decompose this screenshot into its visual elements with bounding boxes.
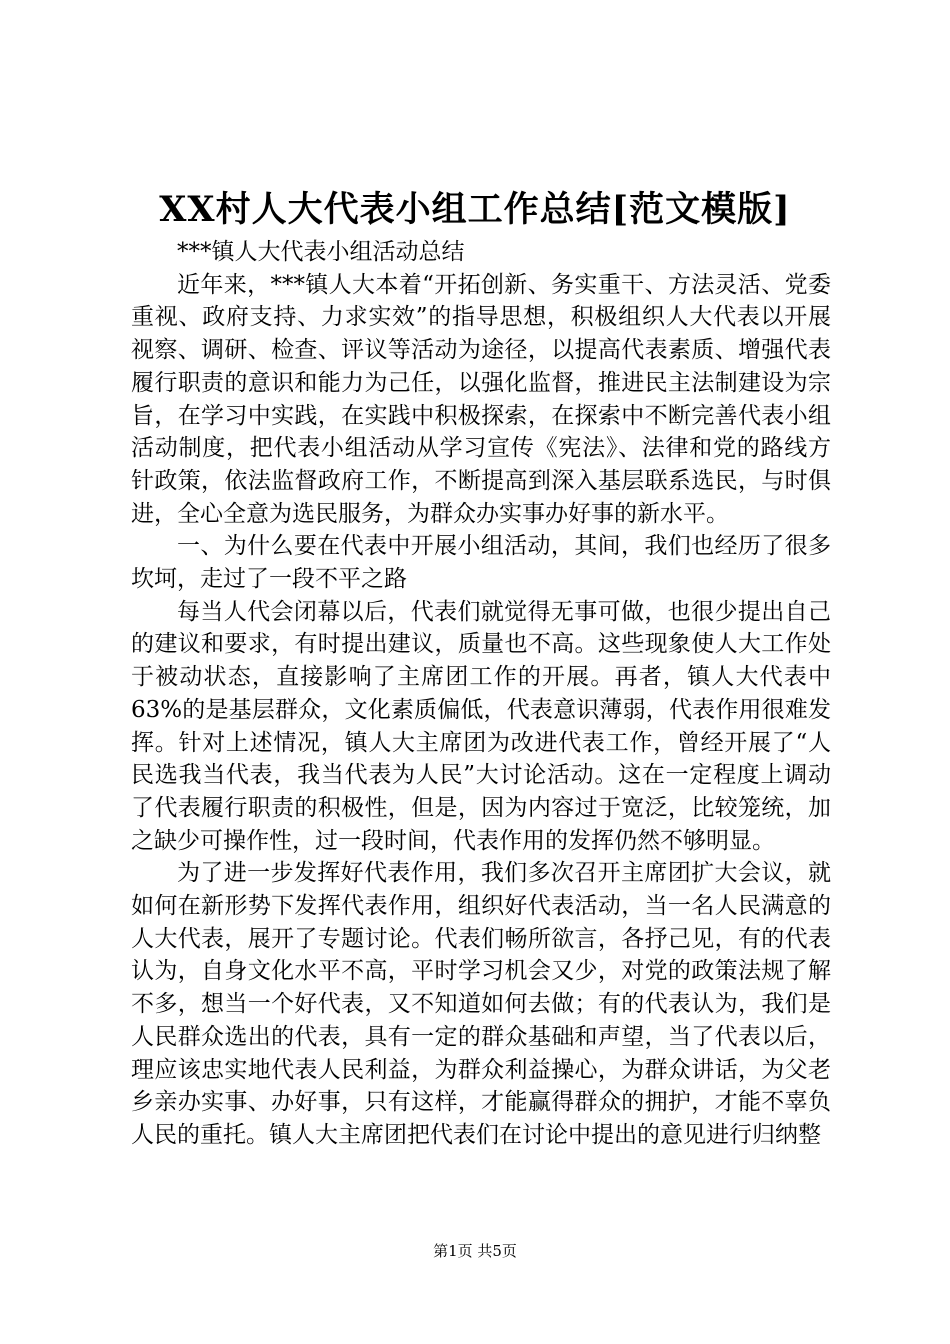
- body-paragraph: 每当人代会闭幕以后，代表们就觉得无事可做，也很少提出自己的建议和要求，有时提出建议，质量也不高。这些现象使人大工作处于被动状态，直接影响了主席团工作的开展。再者，镇人大代表中63%的是基层群众，文化素质偏低，代表意识薄弱，代表作用很难发挥。针对上述情况，镇人大主席团为改进代表工作，曾经开展了“人民选我当代表，我当代表为人民”大讨论活动。这在一定程度上调动了代表履行职责的积极性，但是，因为内容过于宽泛，比较笼统，加之缺少可操作性，过一段时间，代表作用的发挥仍然不够明显。: [131, 598, 831, 854]
- body-paragraph: 近年来，***镇人大本着“开拓创新、务实重干、方法灵活、党委重视、政府支持、力求实效”的指导思想，积极组织人大代表以开展视察、调研、检查、评议等活动为途径，以提高代表素质、增强代表履行职责的意识和能力为己任，以强化监督，推进民主法制建设为宗旨，在学习中实践，在实践中积极探索，在探索中不断完善代表小组活动制度，把代表小组活动从学习宣传《宪法》、法律和党的路线方针政策，依法监督政府工作，不断提高到深入基层联系选民，与时俱进，全心全意为选民服务，为群众办实事办好事的新水平。: [131, 271, 831, 527]
- page-number-footer: 第1页 共5页: [433, 1242, 517, 1260]
- subtitle-paragraph: ***镇人大代表小组活动总结: [177, 239, 465, 265]
- document-title: XX村人大代表小组工作总结[范文模版]: [159, 189, 791, 230]
- document-body: [131, 236, 831, 1152]
- body-paragraph: 为了进一步发挥好代表作用，我们多次召开主席团扩大会议，就如何在新形势下发挥代表作用，组织好代表活动，当一名人民满意的人大代表，展开了专题讨论。代表们畅所欲言，各抒己见，有的代表认为，自身文化水平不高，平时学习机会又少，对党的政策法规了解不多，想当一个好代表，又不知道如何去做；有的代表认为，我们是人民群众选出的代表，具有一定的群众基础和声望，当了代表以后，理应该忠实地代表人民利益，为群众利益操心，为群众讲话，为父老乡亲办实事、办好事，只有这样，才能赢得群众的拥护，才能不辜负人民的重托。镇人大主席团把代表们在讨论中提出的意见进行归纳整: [131, 860, 831, 1148]
- section-heading-paragraph: 一、为什么要在代表中开展小组活动，其间，我们也经历了很多坎坷，走过了一段不平之路: [131, 533, 831, 593]
